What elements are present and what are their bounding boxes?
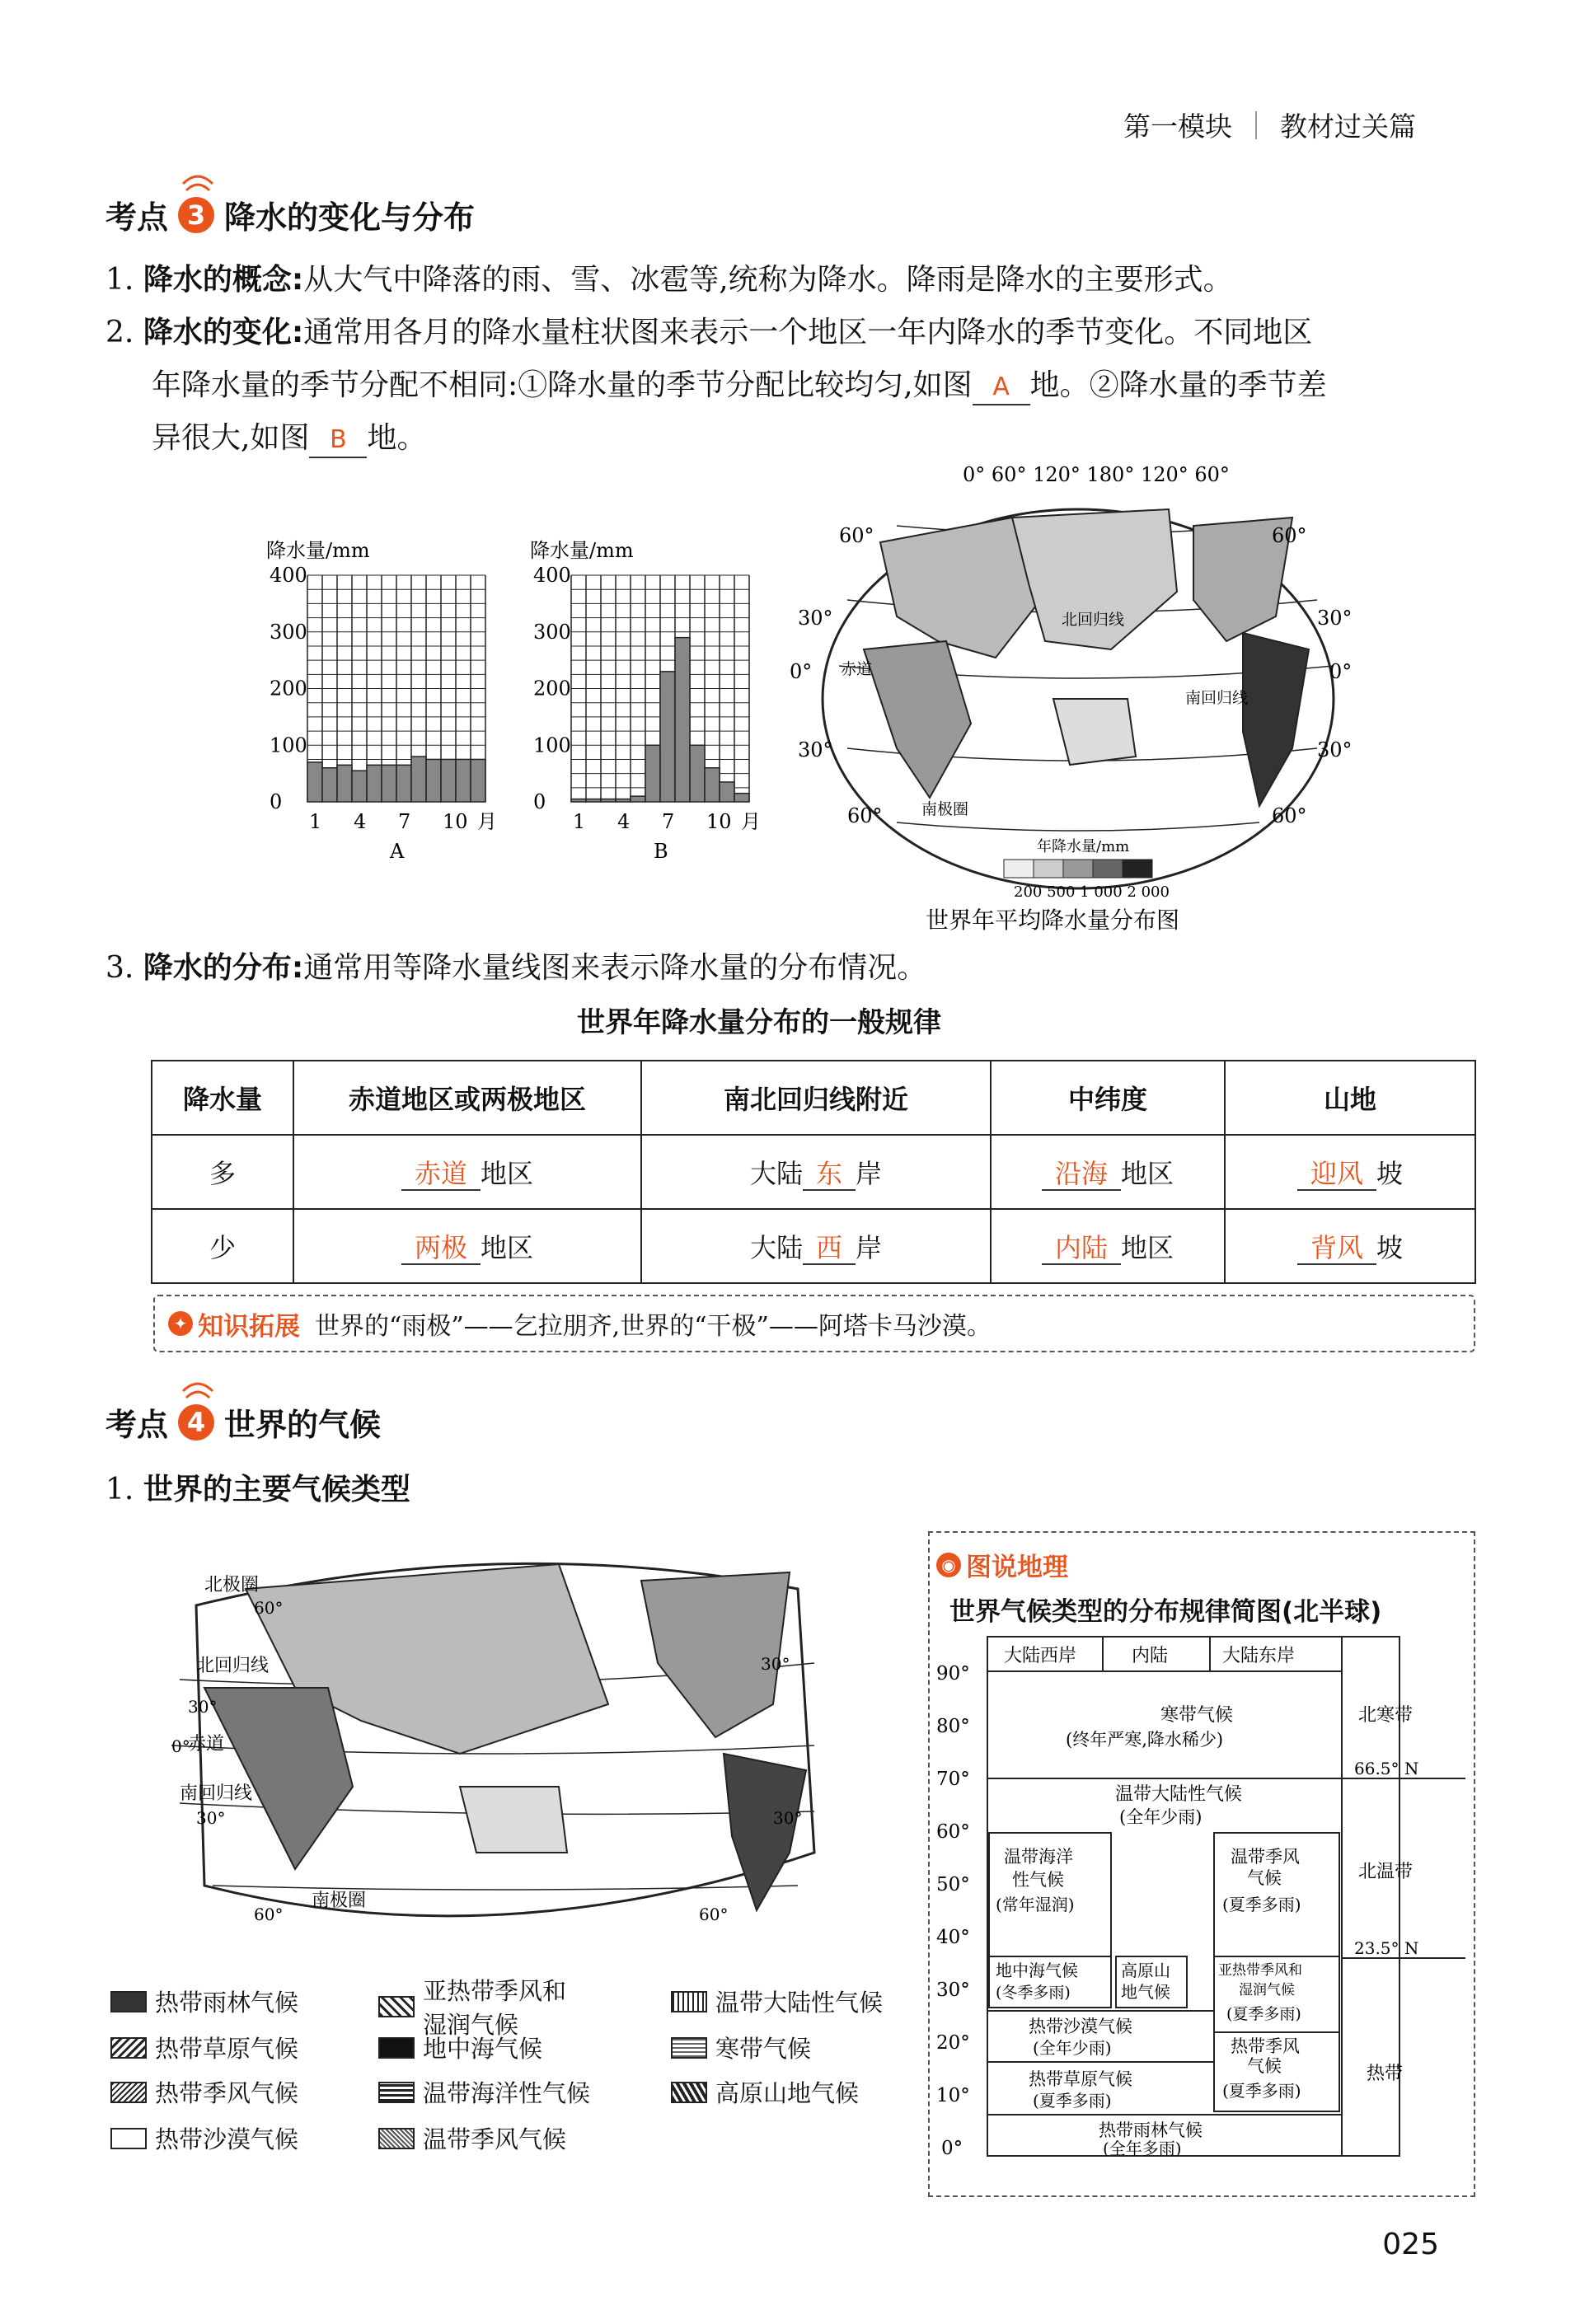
cell-text: 地区 <box>1121 1158 1174 1189</box>
cell-text: 地区 <box>1121 1232 1174 1263</box>
panel-title: 世界气候类型的分布规律简图(北半球) <box>949 1597 1382 1627</box>
lat-label: 30° <box>1317 738 1353 761</box>
land-australia <box>460 1787 567 1853</box>
cell-continental: 温带大陆性气候 <box>1115 1784 1243 1805</box>
answer-blank: 两极 <box>401 1232 481 1265</box>
legend-item <box>110 2121 298 2155</box>
cell-trop-monsoon-sub: (夏季多雨) <box>1222 2081 1301 2101</box>
lat-label: 30° <box>761 1654 790 1674</box>
col-header: 大陆西岸 <box>1004 1646 1077 1666</box>
cell-temp-monsoon-sub: (夏季多雨) <box>1222 1895 1301 1914</box>
answer-blank: 西 <box>803 1232 856 1265</box>
legend-label: 地中海气候 <box>423 2035 543 2063</box>
answer-blank: 东 <box>803 1158 856 1191</box>
section-number: 3 <box>186 199 206 231</box>
y-tick-label: 400 <box>533 564 571 587</box>
x-tick-label: 4 <box>354 810 367 833</box>
cell-rainforest: 热带雨林气候 <box>1099 2120 1203 2140</box>
extension-text: 世界的“雨极”——乞拉朋齐,世界的“干极”——阿塔卡马沙漠。 <box>315 1312 992 1341</box>
bar <box>426 759 441 802</box>
para-text: 年降水量的季节分配不相同:①降水量的季节分配比较均匀,如图 <box>152 368 973 402</box>
bar <box>586 799 601 802</box>
north-tropic-label: 北回归线 <box>1062 611 1125 629</box>
section-number: 4 <box>186 1406 206 1438</box>
table-row <box>152 1209 1475 1283</box>
legend-label: 热带雨林气候 <box>155 1989 299 2017</box>
chart-ylabel: 降水量/mm <box>530 539 634 562</box>
cell-highland: 高原山 <box>1121 1961 1170 1980</box>
legend-swatch <box>1034 860 1063 878</box>
signal-icon <box>181 172 214 194</box>
legend-title: 年降水量/mm <box>1037 838 1130 855</box>
precip-bar-charts <box>229 518 790 872</box>
bar <box>734 794 749 802</box>
cell-polar-sub: (终年严寒,降水稀少) <box>1066 1730 1224 1750</box>
cell-text: 坡 <box>1376 1232 1404 1263</box>
section-number-badge <box>178 1404 214 1441</box>
bar <box>675 638 690 802</box>
map-title: 世界年平均降水量分布图 <box>926 907 1180 934</box>
legend-item <box>671 2031 811 2064</box>
legend-swatch <box>671 2037 707 2059</box>
lightbulb-icon: ✦ <box>168 1311 193 1336</box>
section3-title <box>105 192 475 237</box>
bar <box>616 799 631 802</box>
legend-swatch <box>1123 860 1152 878</box>
legend-swatch <box>110 2128 147 2149</box>
cell-temp-monsoon: 温带季风 <box>1231 1847 1300 1867</box>
lat-label: 60° <box>1272 804 1307 827</box>
section-number-badge <box>178 197 214 233</box>
para-text: 从大气中降落的雨、雪、冰雹等,统称为降水。降雨是降水的主要形式。 <box>303 263 1233 297</box>
legend-label: 热带季风气候 <box>155 2079 299 2107</box>
cell-trop-monsoon: 气候 <box>1247 2056 1282 2076</box>
arctic-label: 北极圈 <box>204 1575 260 1595</box>
para-text: 通常用各月的降水量柱状图来表示一个地区一年内降水的季节变化。不同地区 <box>303 316 1313 349</box>
climate-zonal-diagram <box>930 1630 1470 2190</box>
antarctic-label: 南极圈 <box>312 1891 367 1911</box>
table-cell <box>1225 1209 1475 1283</box>
lat-tick: 10° <box>936 2085 970 2106</box>
map-longitude-labels: 0° 60° 120° 180° 120° 60° <box>963 463 1230 486</box>
lat-label: 30° <box>188 1697 218 1717</box>
x-tick-label: 4 <box>617 810 631 833</box>
x-tick-label: 1 <box>573 810 586 833</box>
legend-label: 高原山地气候 <box>715 2079 860 2107</box>
table-header: 山地 <box>1225 1061 1475 1135</box>
south-tropic-label: 南回归线 <box>1185 689 1249 707</box>
legend-item <box>671 1984 883 2018</box>
kaodian-label: 考点 <box>105 199 169 236</box>
answer-blank: 沿海 <box>1042 1158 1121 1191</box>
lat-label: 0° <box>1329 660 1353 683</box>
bar <box>690 745 705 802</box>
x-tick-label: 7 <box>662 810 675 833</box>
legend-item <box>671 2075 859 2109</box>
bar <box>601 799 616 802</box>
row-label: 少 <box>152 1209 293 1283</box>
item-number: 1. <box>105 263 134 297</box>
answer-blank: 赤道 <box>401 1158 481 1191</box>
bar <box>645 745 660 802</box>
cell-rainforest-sub: (全年多雨) <box>1103 2139 1182 2158</box>
bar <box>367 765 382 802</box>
equator-label: 赤道 <box>188 1734 225 1755</box>
cell-text: 岸 <box>856 1158 883 1189</box>
legend-item <box>378 2031 542 2064</box>
cell-desert-sub: (全年少雨) <box>1033 2038 1112 2058</box>
table-header-row <box>152 1061 1475 1135</box>
cell-subtrop-sub: (夏季多雨) <box>1226 2005 1301 2023</box>
term: 降水的概念: <box>143 263 304 297</box>
cell-marine: 温带海洋 <box>1004 1847 1073 1867</box>
answer-blank: 迎风 <box>1297 1158 1376 1191</box>
legend-swatch <box>378 2082 415 2103</box>
term: 降水的变化: <box>143 316 304 349</box>
page-number: 025 <box>1382 2228 1439 2261</box>
south-tropic-label: 南回归线 <box>180 1783 253 1804</box>
cell-savanna-sub: (夏季多雨) <box>1033 2091 1112 2111</box>
legend-label: 温带季风气候 <box>423 2125 567 2153</box>
section-title-text: 降水的变化与分布 <box>224 199 476 236</box>
para-precip-concept <box>105 254 1474 307</box>
table-header: 南北回归线附近 <box>641 1061 991 1135</box>
row-label: 多 <box>152 1135 293 1209</box>
bar <box>705 768 720 802</box>
lat-label: 30° <box>798 738 833 761</box>
header-divider <box>1255 111 1257 139</box>
line-label: 23.5° N <box>1354 1938 1419 1958</box>
para-precip-change <box>105 307 1474 465</box>
bar <box>382 765 396 802</box>
table-title: 世界年降水量分布的一般规律 <box>577 1006 941 1039</box>
world-climate-map <box>147 1539 847 1968</box>
table-header: 中纬度 <box>991 1061 1225 1135</box>
lat-label: 60° <box>1272 524 1307 547</box>
legend-item <box>110 2075 298 2109</box>
bar <box>441 759 456 802</box>
lat-label: 0° <box>790 660 813 683</box>
col-header: 大陆东岸 <box>1222 1646 1296 1666</box>
legend-label: 温带海洋性气候 <box>423 2079 591 2107</box>
lat-label: 0° <box>171 1736 190 1756</box>
knowledge-extension-box <box>153 1295 1475 1352</box>
lat-label: 60° <box>699 1905 729 1924</box>
bar <box>352 771 367 802</box>
cell-continental-sub: (全年少雨) <box>1119 1807 1203 1827</box>
chart-title: A <box>390 840 405 863</box>
x-tick-label: 7 <box>398 810 411 833</box>
lat-label: 30° <box>798 607 833 630</box>
legend-item <box>378 2075 590 2109</box>
para-text: 通常用等降水量线图来表示降水量的分布情况。 <box>303 951 927 985</box>
term: 世界的主要气候类型 <box>143 1473 410 1506</box>
extension-tag <box>168 1305 300 1342</box>
zone-label: 热带 <box>1367 2064 1404 2084</box>
line-label: 66.5° N <box>1354 1759 1419 1778</box>
cell-text: 坡 <box>1376 1158 1404 1189</box>
globe-icon: ◉ <box>936 1553 961 1577</box>
bar <box>322 768 337 802</box>
y-tick-label: 300 <box>533 620 571 644</box>
legend-item <box>378 2121 566 2155</box>
page-header <box>1123 105 1416 144</box>
para-text: 地。 <box>367 421 427 455</box>
climate-diagram-panel <box>928 1531 1475 2197</box>
item-number: 3. <box>105 951 134 985</box>
legend-swatch <box>378 2037 415 2059</box>
cell-text: 地区 <box>481 1158 534 1189</box>
header-section: 教材过关篇 <box>1280 110 1416 143</box>
lat-tick: 40° <box>936 1927 970 1948</box>
item-number: 2. <box>105 316 134 349</box>
cell-med: 地中海气候 <box>996 1961 1078 1980</box>
bar <box>720 782 734 802</box>
antarctic-label: 南极圈 <box>921 800 969 818</box>
cell-text: 大陆 <box>749 1158 803 1189</box>
cell-temp-monsoon: 气候 <box>1247 1868 1282 1888</box>
legend-values: 200 500 1 000 2 000 <box>1014 883 1170 901</box>
cell-text: 地区 <box>481 1232 534 1263</box>
legend-swatch <box>1093 860 1123 878</box>
panel-tag <box>936 1546 1068 1583</box>
legend-swatch <box>671 1991 707 2012</box>
y-tick-label: 0 <box>533 790 546 813</box>
extension-tag-label: 知识拓展 <box>198 1311 300 1342</box>
section-title-text: 世界的气候 <box>224 1407 382 1443</box>
zone-label: 北温带 <box>1358 1862 1414 1882</box>
cell-trop-monsoon: 热带季风 <box>1231 2036 1300 2056</box>
col-header: 内陆 <box>1132 1646 1169 1666</box>
cell-polar: 寒带气候 <box>1160 1705 1234 1726</box>
header-module: 第一模块 <box>1123 110 1232 143</box>
y-tick-label: 0 <box>270 790 283 813</box>
x-axis-unit: 月 <box>477 810 497 833</box>
equator-label: 赤道 <box>841 660 873 678</box>
panel-tag-label: 图说地理 <box>966 1553 1068 1582</box>
legend-swatch <box>110 2082 147 2103</box>
para-climate-types <box>105 1464 1474 1516</box>
table-cell <box>641 1135 991 1209</box>
answer-blank: 背风 <box>1297 1232 1376 1265</box>
table-cell <box>641 1209 991 1283</box>
lat-tick: 20° <box>936 2032 970 2054</box>
table-row <box>152 1135 1475 1209</box>
signal-icon <box>181 1380 214 1401</box>
bar <box>456 759 471 802</box>
precip-rule-table <box>151 1060 1476 1284</box>
table-cell <box>991 1135 1225 1209</box>
legend-label: 亚热带季风和湿润气候 <box>423 1977 567 2039</box>
chart-ylabel: 降水量/mm <box>266 539 370 562</box>
bar <box>471 759 485 802</box>
para-text: 地。②降水量的季节差 <box>1029 368 1327 402</box>
x-tick-label: 1 <box>309 810 322 833</box>
para-precip-distribution <box>105 942 1474 995</box>
lat-tick: 60° <box>936 1821 970 1843</box>
legend-swatch <box>378 2128 415 2149</box>
legend-swatch <box>1063 860 1093 878</box>
x-axis-unit: 月 <box>741 810 761 833</box>
north-tropic-label: 北回归线 <box>196 1656 270 1676</box>
table-cell <box>293 1135 641 1209</box>
y-tick-label: 300 <box>270 620 307 644</box>
y-tick-label: 100 <box>533 733 571 757</box>
answer-blank: A <box>973 371 1030 405</box>
bar <box>307 762 322 802</box>
legend-item <box>110 2031 298 2064</box>
lat-label: 30° <box>773 1808 803 1828</box>
y-tick-label: 200 <box>270 677 307 700</box>
cell-text: 岸 <box>856 1232 883 1263</box>
lat-label: 60° <box>839 524 874 547</box>
x-tick-label: 10 <box>443 810 468 833</box>
cell-subtrop: 湿润气候 <box>1239 1982 1295 1998</box>
table-cell <box>293 1209 641 1283</box>
lat-tick: 90° <box>936 1663 970 1684</box>
lat-tick: 70° <box>936 1769 970 1790</box>
table-header: 降水量 <box>152 1061 293 1135</box>
y-tick-label: 200 <box>533 677 571 700</box>
bar <box>337 765 352 802</box>
legend-label: 热带草原气候 <box>155 2035 299 2063</box>
cell-med-sub: (冬季多雨) <box>996 1984 1071 2002</box>
cell-desert: 热带沙漠气候 <box>1029 2017 1132 2036</box>
cell-savanna: 热带草原气候 <box>1029 2069 1132 2089</box>
bar <box>571 799 586 802</box>
cell-marine-sub: (常年湿润) <box>996 1895 1075 1914</box>
bar <box>396 765 411 802</box>
legend-label: 热带沙漠气候 <box>155 2125 299 2153</box>
legend-item <box>110 1984 298 2018</box>
bar <box>411 757 426 802</box>
zone-label: 北寒带 <box>1358 1705 1414 1726</box>
kaodian-label: 考点 <box>105 1407 169 1443</box>
lat-tick: 80° <box>936 1716 970 1737</box>
lat-label: 30° <box>196 1808 226 1828</box>
bar <box>660 672 675 802</box>
lat-label: 60° <box>254 1905 284 1924</box>
lat-label: 30° <box>1317 607 1353 630</box>
cell-subtrop: 亚热带季风和 <box>1218 1962 1302 1979</box>
lat-label: 60° <box>847 804 883 827</box>
chart-title: B <box>654 840 668 863</box>
legend-swatch <box>1004 860 1034 878</box>
lat-tick: 50° <box>936 1874 970 1895</box>
page <box>23 23 1556 2301</box>
legend-swatch <box>378 1996 415 2017</box>
y-tick-label: 100 <box>270 733 307 757</box>
legend-swatch <box>671 2082 707 2103</box>
item-number: 1. <box>105 1473 134 1506</box>
table-cell <box>1225 1135 1475 1209</box>
cell-text: 大陆 <box>749 1232 803 1263</box>
legend-swatch <box>110 1991 147 2012</box>
lat-tick: 30° <box>936 1980 970 2001</box>
section4-title <box>105 1399 381 1445</box>
cell-marine: 性气候 <box>1012 1870 1064 1890</box>
term: 降水的分布: <box>143 951 304 985</box>
table-header: 赤道地区或两极地区 <box>293 1061 641 1135</box>
legend-label: 温带大陆性气候 <box>715 1989 884 2017</box>
para-text: 异很大,如图 <box>152 421 310 455</box>
lat-label: 60° <box>254 1598 284 1618</box>
y-tick-label: 400 <box>270 564 307 587</box>
lat-tick: 0° <box>941 2138 963 2159</box>
answer-blank: 内陆 <box>1042 1232 1121 1265</box>
table-cell <box>991 1209 1225 1283</box>
cell-highland: 地气候 <box>1121 1982 1170 2002</box>
x-tick-label: 10 <box>706 810 732 833</box>
answer-blank: B <box>309 424 367 458</box>
bar <box>631 796 645 802</box>
world-precip-map <box>781 452 1375 938</box>
legend-swatch <box>110 2037 147 2059</box>
legend-label: 寒带气候 <box>715 2035 812 2063</box>
